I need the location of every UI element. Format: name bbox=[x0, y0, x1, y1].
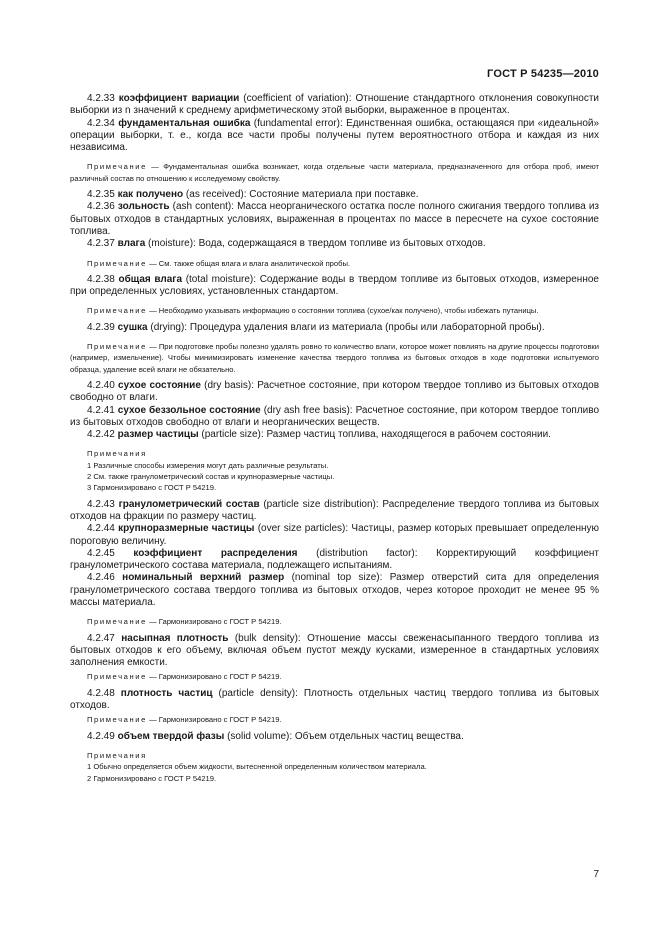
note-item: 2 Гармонизировано с ГОСТ Р 54219. bbox=[87, 773, 217, 783]
note-item: 3 Гармонизировано с ГОСТ Р 54219. bbox=[87, 483, 217, 493]
notes-title: Примечания bbox=[87, 449, 147, 459]
term-4-2-34: 4.2.34 фундаментальная ошибка (fundamental error): Единственная ошибка, остающаяся при «идеальной» операции выборки, т. е., когда все части пробы получены путем вероятностного отбора и каждая из них независима. bbox=[70, 117, 600, 154]
note-4-2-38: Примечание — Необходимо указывать информацию о состоянии топлива (сухое/как получено), чтобы избежать путаницы. bbox=[87, 306, 539, 316]
note-item: 1 Обычно определяется объем жидкости, вытесненной определенным количеством материала. bbox=[87, 762, 427, 772]
term-4-2-43: 4.2.43 гранулометрический состав (particle size distribution): Распределение твердого топлива из бытовых отходов на фракции по размеру частиц. bbox=[70, 498, 600, 522]
term-4-2-40: 4.2.40 сухое состояние (dry basis): Расчетное состояние, при котором твердое топливо из бытовых отходов свободно от влаги. bbox=[70, 379, 600, 404]
term-4-2-36: 4.2.36 зольность (ash content): Масса неорганического остатка после полного сжигания твердого топлива из бытовых отходов в стандартных условиях, выраженная в процентах по массе в пересчете на сухое состояние топлива. bbox=[70, 201, 599, 237]
note-4-2-34: Примечание — Фундаментальная ошибка возникает, когда отдельные части материала, предназначенного для отбора проб, имеют различный состав по отношению к исследуемому свойству. bbox=[70, 162, 599, 183]
document-header: ГОСТ Р 54235—2010 bbox=[487, 68, 599, 80]
term-4-2-33: 4.2.33 коэффициент вариации (coefficient of variation): Отношение стандартного отклонения совокупности выборки из n значений к среднему арифметическому этой выборки, выраженное в процентах. bbox=[70, 93, 600, 117]
term-4-2-35: 4.2.35 как получено (as received): Состояние материала при поставке. bbox=[87, 189, 419, 201]
note-4-2-37: Примечание — См. также общая влага и влага аналитической пробы. bbox=[87, 258, 351, 268]
term-4-2-44: 4.2.44 крупноразмерные частицы (over size particles): Частицы, размер которых превышает определенную пороговую величину. bbox=[70, 523, 600, 547]
page-number: 7 bbox=[593, 869, 599, 880]
term-4-2-42: 4.2.42 размер частицы (particle size): Размер частиц топлива, находящегося в рабочем состоянии. bbox=[87, 429, 551, 441]
term-4-2-39: 4.2.39 сушка (drying): Процедура удаления влаги из материала (пробы или лабораторной пробы). bbox=[87, 321, 545, 333]
notes-4-2-49 bbox=[70, 750, 599, 784]
note-item: 1 Различные способы измерения могут дать различные результаты. bbox=[87, 460, 329, 470]
term-4-2-48: 4.2.48 плотность частиц (particle density): Плотность отдельных частиц твердого топлива из бытовых отходов. bbox=[70, 687, 600, 712]
notes-4-2-42 bbox=[70, 448, 599, 493]
term-4-2-45: 4.2.45 коэффициент распределения (distribution factor): Корректирующий коэффициент гранулометрического состава материала, подлежащего испытаниям. bbox=[70, 547, 599, 572]
note-item: 2 См. также гранулометрический состав и крупноразмерные частицы. bbox=[87, 472, 335, 482]
note-4-2-47: Примечание — Гармонизировано с ГОСТ Р 54219. bbox=[87, 672, 282, 682]
note-4-2-39: Примечание — При подготовке пробы полезно удалять ровно то количество влаги, которое может повлиять на другие процессы подготовки (например, измельчение). Чтобы минимизировать изменение качества твердого топлива из бытовых отходов в ходе подготовки испытуемого образца, удаление всей влаги не обязательно. bbox=[70, 342, 599, 374]
note-4-2-48: Примечание — Гармонизировано с ГОСТ Р 54219. bbox=[87, 715, 282, 725]
term-4-2-41: 4.2.41 сухое беззольное состояние (dry ash free basis): Расчетное состояние, при котором твердое топливо из бытовых отходов свободно от влаги и неорганических веществ. bbox=[70, 404, 600, 428]
term-4-2-49: 4.2.49 объем твердой фазы (solid volume): Объем отдельных частиц вещества. bbox=[87, 730, 464, 742]
term-4-2-38: 4.2.38 общая влага (total moisture): Содержание воды в твердом топливе из бытовых отходов, измеренное при определенных условиях, установленных стандартом. bbox=[70, 273, 599, 298]
term-4-2-46: 4.2.46 номинальный верхний размер (nominal top size): Размер отверстий сита для определения гранулометрического состава твердого топлива из бытовых отходов, через которое проходит не менее 95 % массы материала. bbox=[70, 572, 600, 608]
term-4-2-37: 4.2.37 влага (moisture): Вода, содержащаяся в твердом топливе из бытовых отходов. bbox=[87, 238, 486, 250]
term-4-2-47: 4.2.47 насыпная плотность (bulk density): Отношение массы свеженасыпанного твердого топлива из бытовых отходов к его объему, включая объем пустот между кусками, измеренное в стандартных условиях заполнения емкости. bbox=[70, 632, 600, 669]
notes-title: Примечания bbox=[87, 750, 147, 760]
note-4-2-46: Примечание — Гармонизировано с ГОСТ Р 54219. bbox=[87, 617, 282, 627]
